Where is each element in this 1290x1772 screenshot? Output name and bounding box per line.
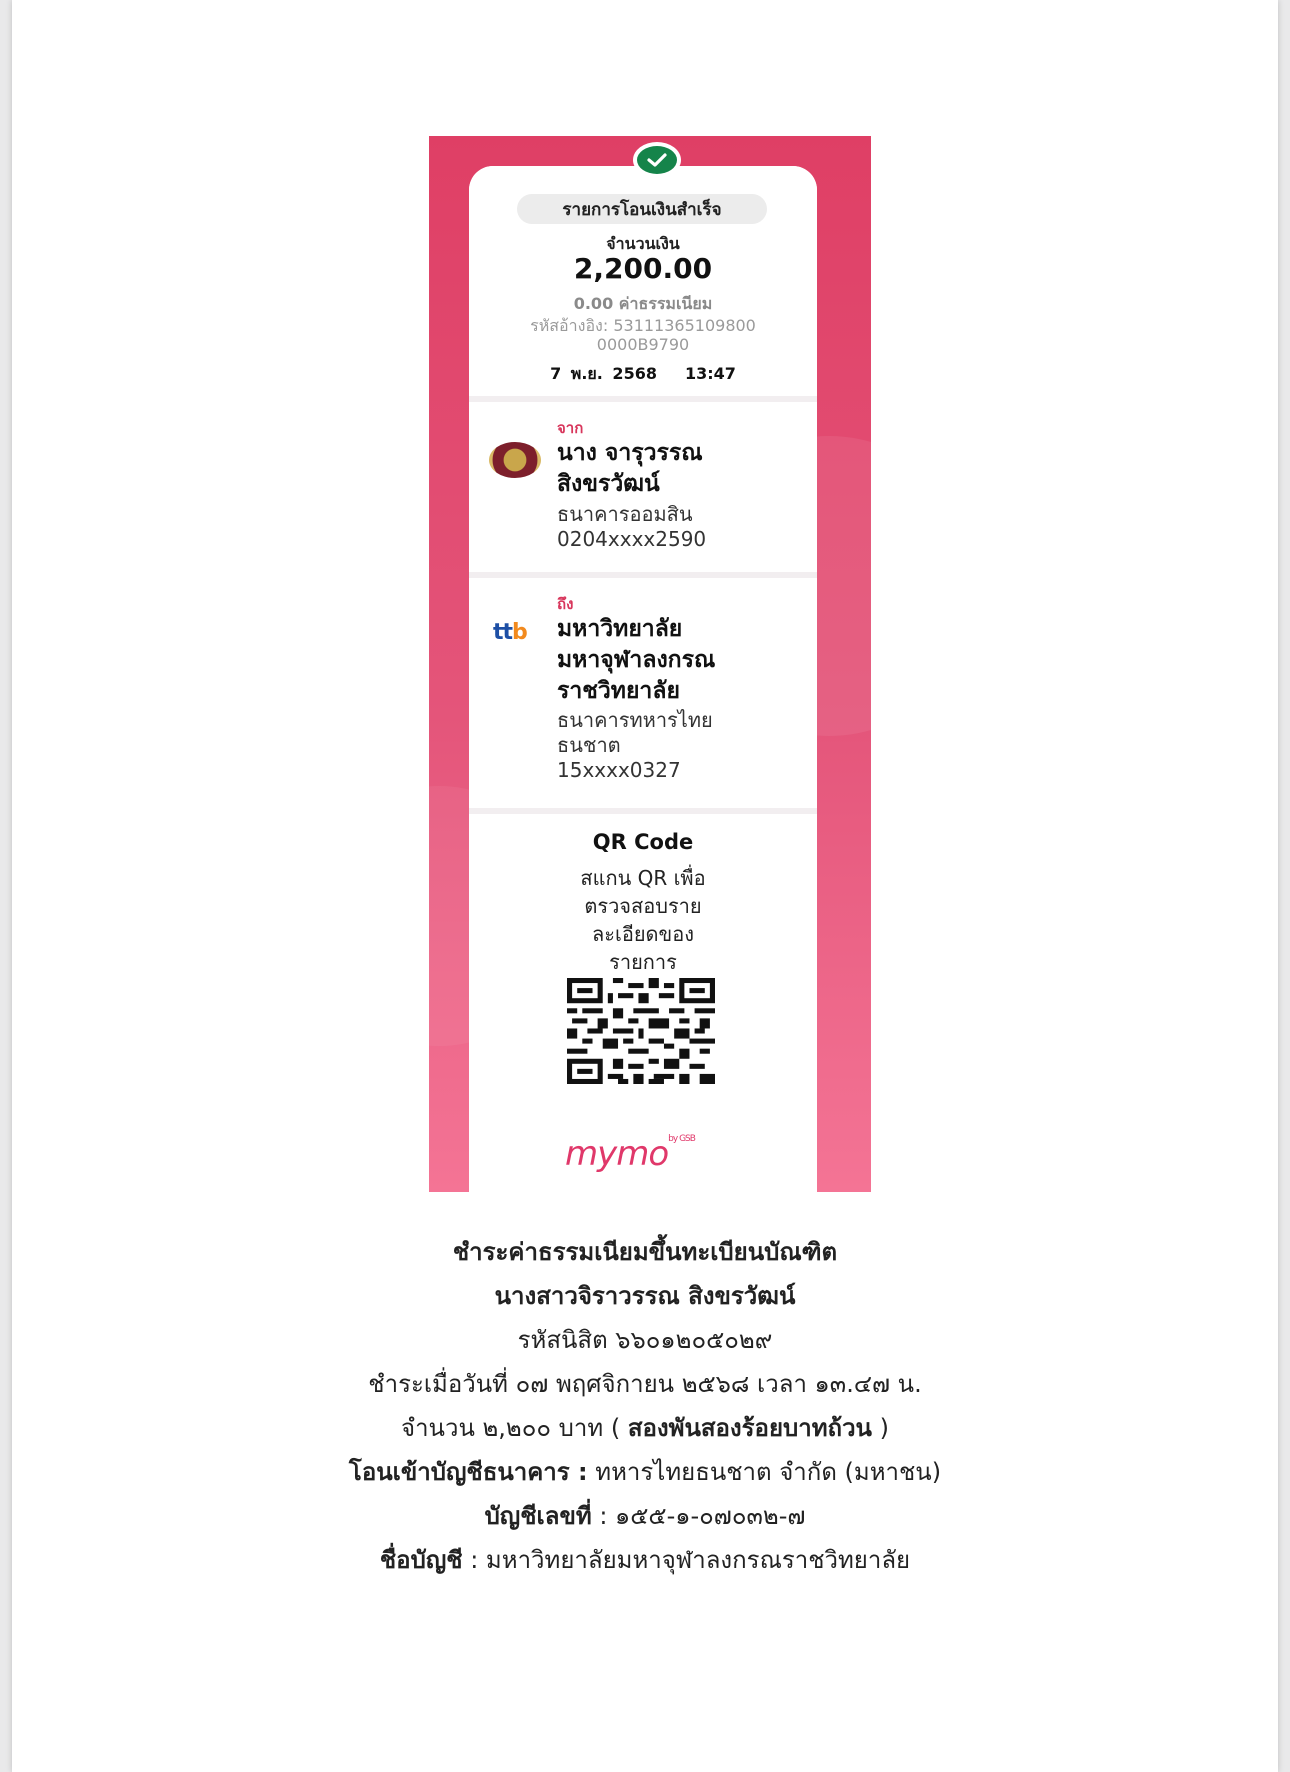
slip-card <box>469 166 817 1192</box>
doc-student-name: นางสาวจิราวรรณ สิงขรวัฒน์ <box>494 1282 796 1310</box>
mymo-logo: mymo$^{by GSB}$ <box>565 1134 695 1174</box>
amount-value: 2,200.00 <box>573 252 713 285</box>
reference-code: รหัสอ้างอิง: 53111365109800 0000B9790 <box>530 316 756 354</box>
fee-text: 0.00 ค่าธรรมเนียม <box>573 294 713 313</box>
to-label: ถึง <box>557 595 574 613</box>
qr-section <box>469 814 817 1192</box>
transfer-slip-image <box>429 136 871 1192</box>
doc-payment-datetime: ชำระเมื่อวันที่ ๐๗ พฤศจิกายน ๒๕๖๘ เวลา ๑๓.๔๗ น. <box>368 1370 922 1398</box>
document-page <box>12 0 1278 1772</box>
doc-account-name: ชื่อบัญชี : มหาวิทยาลัยมหาจุฬาลงกรณราชวิทยาลัย <box>379 1546 911 1574</box>
sender-bank: ธนาคารออมสิน 0204xxxx2590 <box>557 502 707 551</box>
sender-section <box>469 402 817 572</box>
doc-bank: โอนเข้าบัญชีธนาคาร : ทหารไทยธนชาต จำกัด (มหาชน) <box>348 1458 942 1486</box>
status-badge: รายการโอนเงินสำเร็จ <box>517 194 767 224</box>
transaction-date: 7 พ.ย. 2568 <box>550 364 657 383</box>
from-label: จาก <box>557 419 584 437</box>
doc-student-id: รหัสนิสิต ๖๖๐๑๒๐๕๐๒๙ <box>517 1326 773 1354</box>
transaction-datetime <box>469 362 817 387</box>
slip-summary <box>469 166 817 396</box>
doc-amount: จำนวน ๒,๒๐๐ บาท ( สองพันสองร้อยบาทถ้วน ) <box>401 1414 889 1442</box>
qr-title: QR Code <box>592 830 694 854</box>
receiver-section <box>469 578 817 808</box>
ttb-logo-icon: ttb <box>493 620 527 645</box>
doc-amount-words: สองพันสองร้อยบาทถ้วน <box>627 1414 872 1442</box>
doc-title: ชำระค่าธรรมเนียมขึ้นทะเบียนบัณฑิต <box>452 1238 838 1266</box>
gsb-emblem-icon <box>489 442 541 478</box>
amount-label: จำนวนเงิน <box>606 234 680 253</box>
qr-code-icon <box>567 978 715 1084</box>
receiver-bank: ธนาคารทหารไทย ธนชาต 15xxxx0327 <box>557 708 713 782</box>
doc-account-number: บัญชีเลขที่ : ๑๕๕-๑-๐๗๐๓๒-๗ <box>484 1502 806 1530</box>
success-check-icon <box>633 142 681 178</box>
sender-name: นาง จารุวรรณ สิงขรวัฒน์ <box>557 440 703 497</box>
receiver-name: มหาวิทยาลัย มหาจุฬาลงกรณ ราชวิทยาลัย <box>557 616 716 704</box>
qr-description: สแกน QR เพื่อ ตรวจสอบราย ละเอียดของ รายการ <box>580 866 706 974</box>
transaction-time: 13:47 <box>684 364 736 383</box>
